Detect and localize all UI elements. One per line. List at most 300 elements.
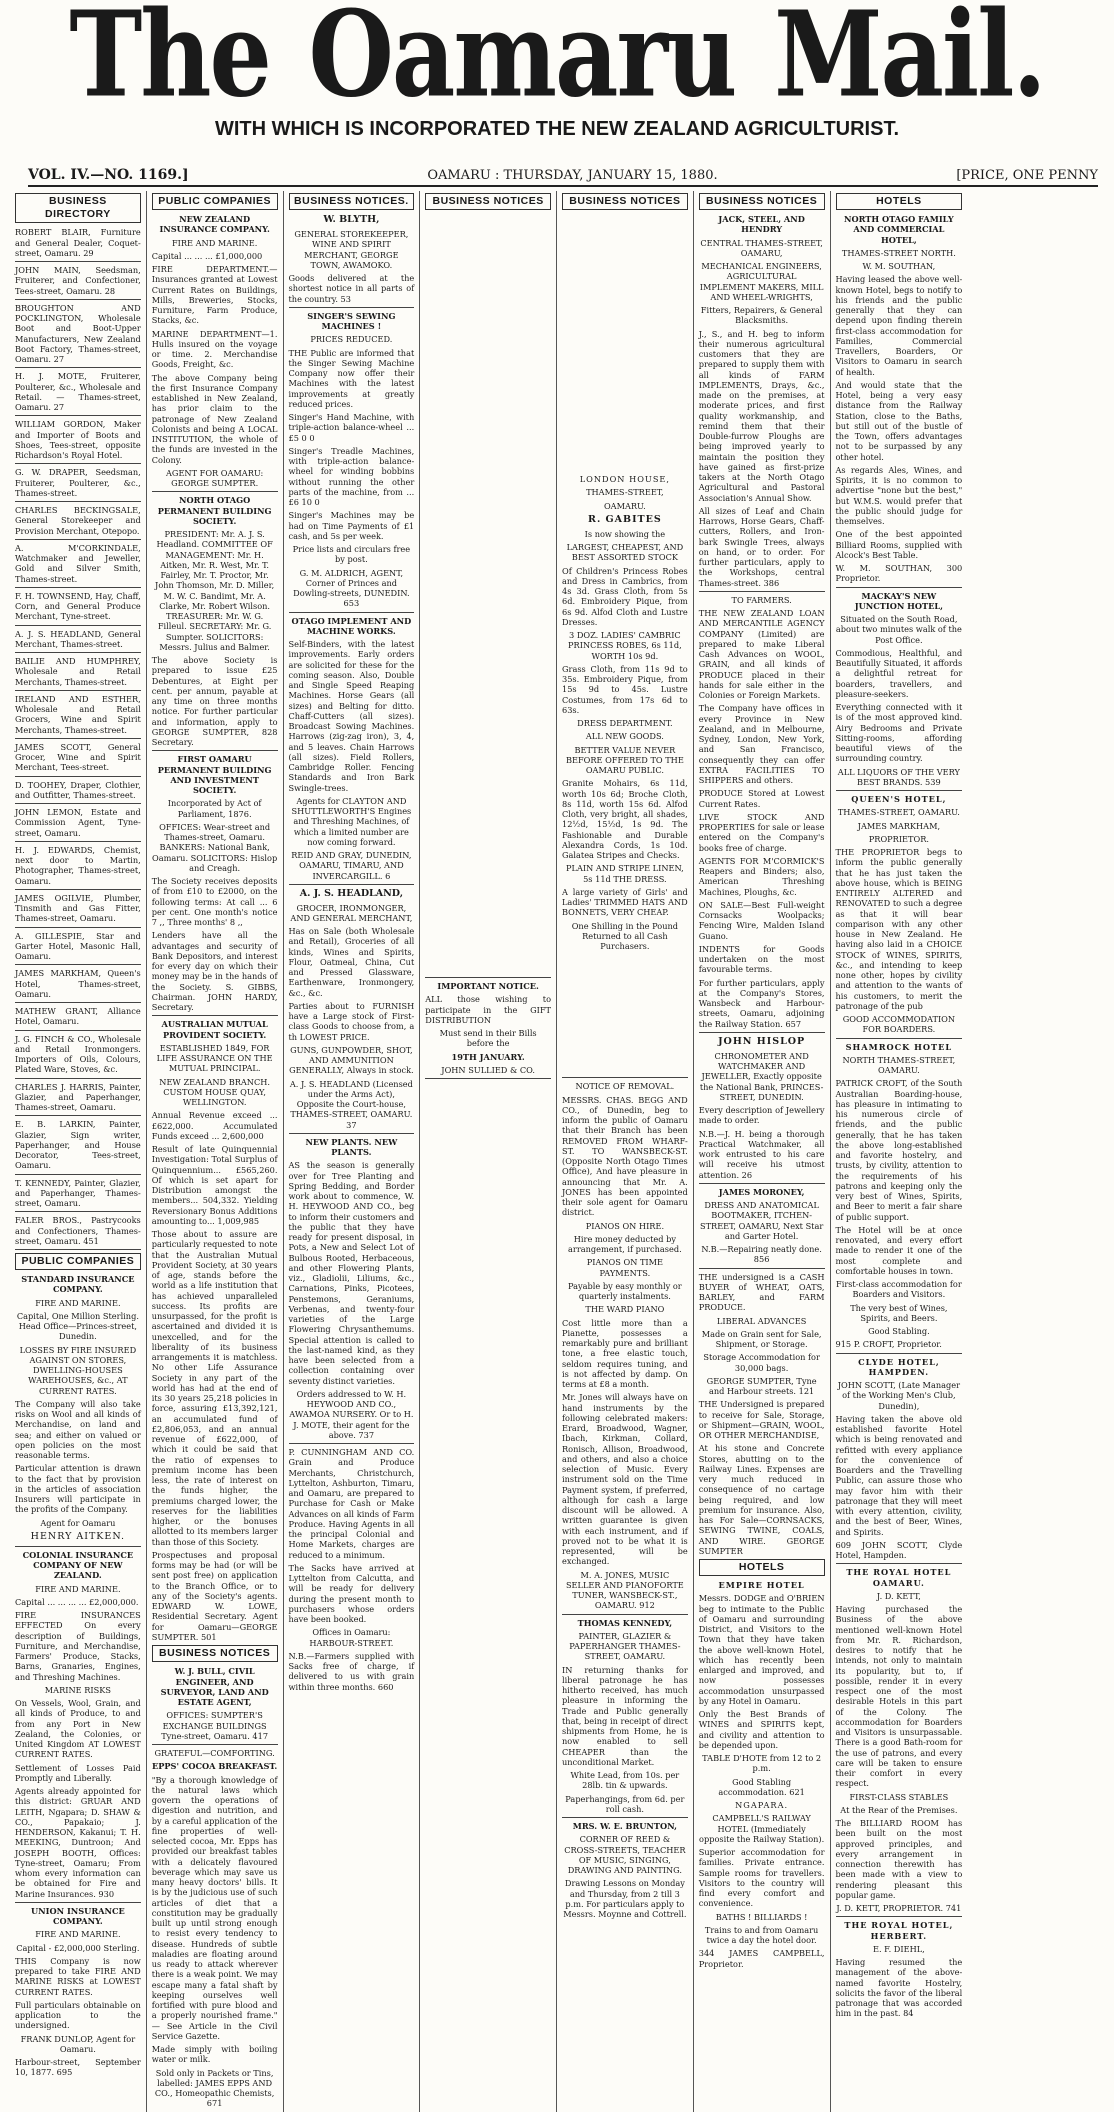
divider [15, 1174, 141, 1175]
directory-entry: J. G. FINCH & CO., Wholesale and Retail Ironmongers. Importers of Oils, Colours, Plated Ware, Stoves, &c. [15, 1033, 141, 1075]
ad-text: Hire money deducted by arrangement, if purchased. [568, 1233, 682, 1254]
directory-entry: G. W. DRAPER, Seedsman, Fruiterer, Poulterer, &c., Thames-street. [15, 467, 141, 498]
ad-text: Those about to assure are particularly requested to note that the Australian Mutual Provident Society, at 30 years of age, stands before the world as a life institution that has achieved unparalleled success. Its profits are unsurpassed, for the profit is ascertained and divided it is unexcelled, and for the liberality of its business arrangements it is matchless. No other Life Assurance Society in any part of the world has had at the end of its 30 years 25,218 policies in force, assuring £13,392,121, an accumulated fund of £2,806,053, and an annual revenue of £622,000, of which it could be said that the ratio of expenses to premium income has been less, the rate of interest on the funds higher, the premiums charged lower, the reserves for the liabilities higher, or the bonuses allotted to its members larger than those of this Society. [151, 1229, 278, 1547]
section-heading: BUSINESS NOTICES [699, 193, 825, 210]
ad-text: GRATEFUL—COMFORTING. [154, 1748, 275, 1758]
ad-title: CLYDE HOTEL, HAMPDEN. [858, 1356, 940, 1377]
divider [15, 367, 141, 368]
ad-text: Must send in their Bills before the [439, 1028, 537, 1049]
ad-title: NEW ZEALAND INSURANCE COMPANY. [159, 214, 270, 235]
volume-number: VOL. IV.—NO. 1169.] [28, 167, 189, 183]
ad-title: LONDON HOUSE, [579, 474, 671, 485]
ad-text: At his stone and Concrete Stores, abutting on to the Railway Lines. Expenses are very much reduced in consequence of no cartage being required, and low premium for insurance. Also, has For Sale—CORNSACKS, SEWING TWINE, COALS, AND WIRE. GEORGE SUMPTER [698, 1443, 825, 1556]
ad-text: Incorporated by Act of Parliament, 1876. [167, 798, 262, 819]
ad-title: AUSTRALIAN MUTUAL PROVIDENT SOCIETY. [161, 1019, 268, 1040]
column-2 [147, 191, 284, 2112]
directory-entry: ROBERT BLAIR, Furniture and General Dealer, Coquet-street, Oamaru. 29 [15, 227, 141, 258]
ad-text: Of Children's Princess Robes and Dress in Cambrics, from 4s 3d. Grass Cloth, from 5s 6d. Embroidery Pique, from 6s 9d. Alfod Cloth and Lustre Dresses. [562, 565, 688, 627]
ad-text: Storage Accommodation for 30,000 bags. [703, 1352, 820, 1373]
divider [15, 587, 141, 588]
ad-text: Orders addressed to W. H. HEYWOOD AND CO., AWAMOA NURSERY. Or to H. J. MOTE, their agent for the above. 737 [289, 1388, 414, 1440]
ad-text: FIRE AND MARINE. [35, 1583, 121, 1594]
divider [836, 1563, 963, 1564]
divider [15, 803, 141, 804]
directory-entry: MATHEW GRANT, Alliance Hotel, Oamaru. [15, 1006, 141, 1027]
divider [15, 964, 141, 965]
directory-entry: F. H. TOWNSEND, Hay, Chaff, Corn, and General Produce Merchant, Tyne-street. [15, 590, 141, 622]
ad-text: Made on Grain sent for Sale, Shipment, or Storage. [701, 1328, 822, 1349]
ad-text: Agents already appointed for this district: GRUAR AND LEITH, Ngapara; D. SHAW & CO., Papakaio; J. HENDERSON, Kakanui; T. H. MEEKING, Duntroon; And JOSEPH BOOTH, Offices: Tyne-street, Oamaru; From whom every information can be obtained for Fire and Marine Insurances. 930 [15, 1786, 141, 1899]
directory-entry: A. GILLESPIE, Star and Garter Hotel, Masonic Hall, Oamaru. [15, 930, 141, 961]
ad-text: As regards Ales, Wines, and Spirits, it is no common to advertise "none but the best," but W.M.S. would prefer that the public should judge for themselves. [835, 464, 963, 527]
ad-text: GROCER, IRONMONGER, AND GENERAL MERCHANT, [290, 902, 413, 923]
ad-title: W. J. BULL, CIVIL ENGINEER, AND SURVEYOR, LAND AND ESTATE AGENT, [160, 1666, 269, 1707]
ad-text: INDENTS for Goods undertaken on the most favourable terms. [698, 943, 825, 975]
ad-text: The above Society is prepared to issue £25 Debentures, at Eight per cent. per annum, payable at any time on three months notice. For further particular and information, apply to GEORGE SUMPTER, 828 Secretary. [151, 655, 278, 748]
ad-text: FRANK DUNLOP, Agent for Oamaru. [20, 2033, 136, 2054]
section-heading: BUSINESS DIRECTORY [15, 193, 141, 223]
ad-text: THE WARD PIANO [585, 1304, 665, 1315]
directory-entry: CHARLES BECKINGSALE, General Storekeeper and Provision Merchant, Otepopo. [15, 505, 141, 536]
ad-text: MESSRS. CHAS. BEGG AND CO., of Dunedin, beg to inform the public of Oamaru that their Branch has been REMOVED FROM WHARF-ST. TO WANSBECK-ST. (Opposite North Otago Times Office), And have pleasure in announcing that Mr. A. JONES has been appointed their sole agent for Oamaru district. [562, 1094, 688, 1218]
ad-text: "By a thorough knowledge of the natural laws which govern the operations of digestion and nutrition, and by a careful application of the fine properties of well-selected cocoa, Mr. Epps has provided our breakfast tables with a delicately flavoured beverage which may save us many heavy doctors' bills. It is by the judicious use of such articles of diet that a constitution may be gradually built up until strong enough to resist every tendency to disease. Hundreds of subtle maladies are floating around us ready to attack wherever there is a weak point. We may escape many a fatal shaft by keeping ourselves well fortified with pure blood and a properly nourished frame." — See Article in the Civil Service Gazette. [151, 1774, 278, 2041]
directory-entry: JOHN MAIN, Seedsman, Fruiterer, and Confectioner, Tees-street, Oamaru. 28 [15, 265, 141, 296]
ad-title: STANDARD INSURANCE COMPANY. [21, 1274, 135, 1295]
dateline [28, 167, 1098, 187]
ad-text: IN returning thanks for liberal patronage he has hitherto received, has much pleasure in informing the Trade and Public generally that, being in receipt of direct shipments from Home, he is now enabled to sell CHEAPER than the unconditional Market. [562, 1664, 688, 1767]
ad-text: For further particulars, apply at the Company's Stores, Wansbeck and Harbour-streets, Oamaru, adjoining the Railway Station. 657 [698, 977, 825, 1029]
ad-text: Having taken the above old established favorite Hotel which is being renovated and refitted with every appliance for the convenience of Boarders and the Travelling Public, can assure those who may favor him with their patronage that they will meet with every attention, civility, and the best of Beer, Wines, and Spirits. [835, 1413, 963, 1537]
ad-text: ALL NEW GOODS. [585, 731, 664, 742]
directory-entry: JAMES MARKHAM, Queen's Hotel, Thames-street, Oamaru. [15, 968, 141, 999]
ad-text: BATHS ! BILLIARDS ! [715, 1911, 808, 1922]
directory-entry: D. TOOHEY, Draper, Clothier, and Outfitter, Thames-street. [15, 779, 141, 800]
ad-text: Having leased the above well-known Hotel, begs to notify to his friends and the public generally that they can depend upon finding therein first-class accommodation for Families, Commercial Travellers, Boarders, Or Visitors to Oamaru in search of health. [835, 274, 963, 377]
ad-text: CENTRAL THAMES-STREET, OAMARU, [700, 237, 823, 258]
divider [836, 1916, 963, 1917]
divider [699, 1032, 825, 1033]
columns [10, 191, 1104, 2109]
divider [15, 463, 141, 464]
directory-entry: JAMES OGILVIE, Plumber, Tinsmith and Gas Fitter, Thames-street, Oamaru. [15, 892, 141, 924]
column-5 [557, 191, 694, 2112]
ad-text: 3 DOZ. LADIES' CAMBRIC PRINCESS ROBES, 6s 11d, WORTH 10s 9d. [568, 630, 682, 661]
ad-text: Capital - £2,000,000 Sterling. [16, 1942, 140, 1953]
ad-text: First-class accommodation for Boarders and Visitors. [836, 1279, 962, 1300]
ad-text: DRESS DEPARTMENT. [577, 718, 673, 728]
divider [15, 1030, 141, 1031]
ad-text: ESTABLISHED 1849, FOR LIFE ASSURANCE ON THE MUTUAL PRINCIPAL. [156, 1042, 273, 1074]
divider [152, 1744, 278, 1745]
ad-text: OFFICES: Wear-street and Thames-street, Oamaru. BANKERS: National Bank, Oamaru. SOLICITORS: Hislop and Creagh. [152, 821, 278, 873]
ad-text: J. D. KETT, [876, 1590, 921, 1601]
ad-text: N.B.—Repairing neatly done. 856 [701, 1244, 822, 1265]
ad-text: Singer's Treadle Machines, with triple-action balance-wheel for winding bobbins without running the other parts of the machine, from ... £6 10 0 [288, 445, 415, 507]
ad-text: 344 JAMES CAMPBELL, Proprietor. [698, 1948, 825, 1969]
section-heading: PUBLIC COMPANIES [152, 193, 278, 210]
ad-text: Grass Cloth, from 11s 9d to 35s. Embroidery Pique, from 15s 9d to 45s. Lustre Costumes, from 17s 6d to 63s. [562, 663, 688, 715]
divider [15, 261, 141, 262]
directory-entry: BROUGHTON AND POCKLINGTON, Wholesale Boot and Boot-Upper Manufacturers, New Zealand Boot Factory, Thames-street, Oamaru. 27 [15, 302, 141, 364]
ad-text: The Hotel will be at once renovated, and every effort made to render it one of the most complete and comfortable houses in town. [835, 1224, 963, 1276]
ad-text: THAMES-STREET NORTH. [841, 247, 956, 258]
ad-text: Full particulars obtainable on application to the undersigned. [15, 1999, 141, 2031]
ad-text: MARINE DEPARTMENT—1. Hulls insured on the voyage or time. 2. Merchandise Goods, Freight, &c. [151, 328, 278, 370]
ad-text: GENERAL STOREKEEPER, WINE AND SPIRIT MERCHANT, GEORGE TOWN, AWAMOKO. [294, 229, 409, 270]
blank-space [562, 214, 688, 474]
ad-text: THAMES-STREET, [586, 487, 664, 498]
directory-entry: H. J. MOTE, Fruiterer, Poulterer, &c., Wholesale and Retail. — Thames-street, Oamaru. 27 [15, 371, 141, 412]
ad-text: PRESIDENT: Mr. A. J. S. Headland. COMMITTEE OF MANAGEMENT: Mr. H. Aitken, Mr. R. West, Mr. T. Fairley, Mr. T. Proctor, Mr. John Thomson, Mr. D. Miller, M. W. C. Bandimt, Mr. A. Clarke, Mr. Robert Wilson. TREASURER: Mr. W. G. Filleul. SECRETARY: Mr. G. Sumpter. SOLICITORS: Messrs. Julius and Balmer. [155, 529, 275, 652]
column-4 [420, 191, 557, 2112]
ad-title: SHAMROCK HOTEL [845, 1041, 953, 1052]
divider [15, 501, 141, 502]
ad-title: THE ROYAL HOTEL OAMARU. [846, 1567, 952, 1588]
section-heading: PUBLIC COMPANIES [15, 1253, 141, 1270]
ad-text: Is now showing the [584, 528, 666, 539]
ad-text: N.B.—J. H. being a thorough Practical Watchmaker, all work entrusted to his care will receive his utmost attention. 26 [698, 1128, 825, 1180]
masthead [10, 0, 1104, 125]
ad-text: One of the best appointed Billiard Rooms, supplied with Alcock's Best Table. [835, 529, 963, 560]
ad-text: Every description of Jewellery made to order. [698, 1105, 825, 1126]
divider [152, 1015, 278, 1016]
ad-text: Singer's Hand Machine, with triple-action balance-wheel ... £5 0 0 [288, 412, 415, 443]
ad-text: BETTER VALUE NEVER BEFORE OFFERED TO THE OAMARU PUBLIC. [565, 744, 684, 775]
directory-entry: JOHN LEMON, Estate and Commission Agent, Tyne-street, Oamaru. [15, 807, 141, 838]
divider [15, 738, 141, 739]
ad-text: E. F. DIEHL, [873, 1943, 925, 1954]
divider [15, 652, 141, 653]
ad-text: GEORGE SUMPTER, Tyne and Harbour streets. 121 [706, 1375, 817, 1396]
ad-title: IMPORTANT NOTICE. [437, 981, 539, 992]
ad-text: AGENT FOR OAMARU: GEORGE SUMPTER. [165, 467, 264, 489]
ad-title: JAMES MORONEY, [718, 1186, 805, 1197]
ad-text: CAMPBELL'S RAILWAY HOTEL (Immediately opposite the Railway Station). [699, 1813, 825, 1844]
ad-text: LIVE STOCK AND PROPERTIES for sale or lease entered on the Company's books free of charge. [698, 811, 825, 853]
divider [15, 1002, 141, 1003]
directory-entry: JAMES SCOTT, General Grocer, Wine and Spirit Merchant, Tees-street. [15, 741, 141, 773]
ad-title: NOTICE OF REMOVAL. [575, 1081, 675, 1092]
ad-text: 19TH JANUARY. [451, 1051, 525, 1062]
ad-text: Having resumed the management of the above-named favorite Hostelry, solicits the favor of the liberal patronage that was accorded him in the past. 84 [835, 1957, 963, 2019]
section-heading: HOTELS [836, 193, 963, 210]
ad-text: The above Company being the first Insurance Company established in New Zealand, has prior claim to the patronage of New Zealand Colonists and being A LOCAL INSTITUTION, the whole of the funds are invested in the Colony. [151, 372, 278, 465]
divider [836, 1038, 963, 1039]
ad-text: The BILLIARD ROOM has been built on the most approved principles, and every arrangement in connection therewith has been made with a view to rendering pleasant this popular game. [835, 1818, 963, 1900]
masthead-word-3: Mail. [774, 0, 1045, 125]
ad-text: CORNER OF REED & CROSS-STREETS, TEACHER OF MUSIC, SINGING, DRAWING AND PAINTING. [564, 1834, 686, 1875]
ad-text: Capital ... ... ... £1,000,000 [151, 250, 263, 261]
divider [699, 1183, 825, 1184]
ad-text: Price lists and circulars free by post. [292, 544, 411, 565]
column-3 [284, 191, 421, 2112]
divider [15, 1902, 141, 1903]
ad-text: Capital, One Million Sterling. Head Office—Princes-street, Dunedin. [16, 1310, 139, 1342]
ad-text: The Company have offices in every Province in New Zealand, and in Melbourne, Sydney, London, New York, and San Francisco, consequently they can offer EXTRA FACILITIES TO SHIPPERS and others. [698, 703, 825, 786]
ad-text: Good Stabling. [868, 1326, 930, 1337]
ad-title: OTAGO IMPLEMENT AND MACHINE WORKS. [291, 615, 412, 636]
ad-title: R. GABITES [588, 513, 662, 525]
ad-text: FIRE INSURANCES EFFECTED On every description of Buildings, Furniture, and Merchandise, Farmers' Produce, Stacks, Barns, Granaries, Engines, and Threshing Machines. [15, 1610, 141, 1682]
ad-title: JOHN HISLOP [718, 1035, 806, 1047]
ad-text: M. A. JONES, MUSIC SELLER AND PIANOFORTE TUNER, WANSBECK-ST., OAMARU. 912 [565, 1569, 684, 1611]
column-1 [10, 191, 147, 2112]
ad-text: PIANOS ON HIRE. [585, 1220, 665, 1231]
ad-text: Mr. Jones will always have on hand instruments by the following celebrated makers: Erard, Broadwood, Wagner, Ibach, Kirkman, Collard, Ronisch, Allison, Broadwood, and others, and also a choice selection of Music. Every instrument sold on the Time Payment system, if preferred, although for cash a large discount will be allowed. A written guarantee is given with each instrument, and if proved not to be what it is represented, will be exchanged. [562, 1392, 688, 1567]
ad-text: The Society receives deposits of from £10 to £2000, on the following terms: At call ... 6 per cent. One month's notice 7 ,, Three months' 8 ,, [151, 876, 278, 928]
divider [15, 841, 141, 842]
column-6 [694, 191, 831, 2112]
divider [152, 750, 278, 751]
ad-text: One Shilling in the Pound Returned to all Cash Purchasers. [571, 920, 679, 951]
ad-text: Superior accommodation for families. Private entrance. Sample rooms for travellers. Visitors to the country will find every comfort and convenience. [698, 1847, 825, 1909]
ad-text: Particular attention is drawn to the fact that by provision in the articles of association Insurers will participate in the profits of the Company. [15, 1463, 141, 1515]
issue-date: OAMARU : THURSDAY, JANUARY 15, 1880. [427, 168, 718, 183]
ad-text: Annual Revenue exceed ... £622,000. Accumulated Funds exceed ... 2,600,000 [151, 1110, 278, 1141]
ad-text: White Lead, from 10s. per 28lb. tin & upwards. [570, 1770, 680, 1791]
ad-text: OAMARU. [603, 500, 646, 511]
directory-entry: A. M'CORKINDALE, Watchmaker and Jeweller, Gold and Silver Smith, Thames-street. [15, 542, 141, 584]
ad-text: THE undersigned is a CASH BUYER of WHEAT, OATS, BARLEY, and FARM PRODUCE. [698, 1271, 825, 1313]
directory-entry: A. J. S. HEADLAND, General Merchant, Thames-street. [15, 628, 141, 649]
ad-text: Parties about to FURNISH have a Large stock of First-class Goods to choose from, a th LOWEST PRICE. [288, 1000, 415, 1042]
divider [15, 776, 141, 777]
ad-signature: HENRY AITKEN. [30, 1530, 126, 1542]
ad-title: W. BLYTH, [323, 214, 380, 226]
divider [289, 884, 415, 885]
ad-text: Harbour-street, September 10, 1877. 695 [15, 2057, 141, 2078]
ad-text: THIS Company is now prepared to take FIRE AND MARINE RISKS at LOWEST CURRENT RATES. [15, 1955, 141, 1997]
ad-text: REID AND GRAY, DUNEDIN, OAMARU, TIMARU, AND INVERCARGILL. 6 [291, 850, 412, 881]
ad-text: Made simply with boiling water or milk. [151, 2044, 278, 2065]
divider [15, 625, 141, 626]
ad-text: THE Undersigned is prepared to receive for Sale, Storage, or Shipment—GRAIN, WOOL, OR OTHER MERCHANDISE, [698, 1399, 825, 1440]
ad-text: W. M. SOUTHAN, [862, 261, 936, 272]
ad-title: EMPIRE HOTEL [718, 1580, 805, 1591]
ad-text: N.B.—Farmers supplied with Sacks free of charge, if delivered to us with grain within three months. 660 [288, 1650, 415, 1692]
divider [15, 1546, 141, 1547]
directory-entry: FALER BROS., Pastrycooks and Confectioners, Thames-street, Oamaru. 451 [15, 1215, 141, 1246]
divider [289, 612, 415, 613]
ad-text: GOOD ACCOMMODATION FOR BOARDERS. [842, 1014, 956, 1035]
ad-text: Payable by easy monthly or quarterly instalments. [568, 1280, 682, 1301]
directory-entry: T. KENNEDY, Painter, Glazier, and Paperhanger, Thames-street, Oamaru. [15, 1177, 141, 1208]
ad-text: NORTH THAMES-STREET, OAMARU. [842, 1054, 956, 1076]
ad-text: All sizes of Leaf and Chain Harrows, Horse Gears, Chaff-cutters, Rollers, and Iron-bark Swingle Trees, always on hand, or to order. For further particulars, apply to the Workshops, central Thames-street. 386 [698, 505, 825, 588]
ad-text: Paperhangings, from 6d. per roll cash. [565, 1793, 685, 1814]
divider [836, 1353, 963, 1354]
ad-text: FIRE DEPARTMENT.—Insurances granted at Lowest Current Rates on Buildings, Mills, Breweries, Stocks, Furniture, Farm Produce, Stacks, &c. [151, 264, 278, 326]
ad-signature: JOHN SULLIED & CO. [441, 1064, 535, 1075]
divider [15, 927, 141, 928]
ad-text: G. M. ALDRICH, AGENT, Corner of Princes and Dowling-streets, DUNEDIN. 653 [293, 567, 410, 609]
divider [836, 790, 963, 791]
ad-title: EPPS' COCOA BREAKFAST. [152, 1761, 278, 1772]
ad-text: LIBERAL ADVANCES [716, 1315, 807, 1326]
blank-space [425, 214, 551, 974]
ad-title: THOMAS KENNEDY, [577, 1617, 673, 1628]
directory-entry: WILLIAM GORDON, Maker and Importer of Boots and Shoes, Tees-street, opposite Richardson's Royal Hotel. [15, 419, 141, 460]
ad-text: ON SALE—Best Full-weight Cornsacks Woolpacks; Fencing Wire, Malden Island Guano. [698, 899, 825, 941]
ad-text: FIRST-CLASS STABLES [849, 1791, 949, 1802]
ad-title: NEW PLANTS. NEW PLANTS. [305, 1136, 398, 1158]
ad-text: The very best of Wines, Spirits, and Beers. [850, 1302, 948, 1323]
divider [15, 690, 141, 691]
ad-title: MRS. W. E. BRUNTON, [572, 1821, 677, 1831]
directory-entry: IRELAND AND ESTHER, Wholesale and Retail Grocers, Wine and Spirit Merchants, Thames-street. [15, 693, 141, 735]
divider [562, 1614, 688, 1615]
ad-title: JACK, STEEL, AND HENDRY [718, 214, 805, 235]
divider [562, 1817, 688, 1818]
divider [15, 1115, 141, 1116]
ad-text: Agents for CLAYTON AND SHUTTLEWORTH'S Engines and Threshing Machines, of which a limited number are now coming forward. [291, 795, 412, 847]
price: [PRICE, ONE PENNY [956, 168, 1098, 183]
ad-text: PATRICK CROFT, of the South Australian Boarding-house, has pleasure in intimating to his numerous circle of friends, and the public generally, that he has taken the above long-established and favorite hostelry, and trusts, by civility, attention to the requirements of his patrons and keeping only the very best of Wines, Spirits, and Beer to merit a fair share of public support. [835, 1078, 963, 1222]
ad-text: On Vessels, Wool, Grain, and all kinds of Produce, to and from any Port in New Zealand, the Colonies, or United Kingdom AT LOWEST CURRENT RATES. [15, 1698, 141, 1760]
ad-text: NEW ZEALAND BRANCH. CUSTOM HOUSE QUAY, WELLINGTON. [159, 1076, 270, 1108]
ad-text: THE PROPRIETOR begs to inform the public generally that he has just taken the above house, which is BEING ENTIRELY ALTERED and RENOVATED to such a degree as that it will bear comparison with any other house in New Zealand. He having also laid in a CHOICE STOCK of WINES, SPIRITS, &c., and intending to keep none other, hopes by civility and attention to the wants of his customers, to merit the patronage of the pub [835, 847, 963, 1011]
ad-title: A. J. S. HEADLAND, [299, 887, 403, 899]
ad-text: Offices in Oamaru: HARBOUR-STREET. [309, 1627, 394, 1648]
divider [15, 1078, 141, 1079]
ad-text: MARINE RISKS [44, 1684, 111, 1695]
ad-text: Settlement of Losses Paid Promptly and Liberally. [15, 1762, 141, 1783]
section-heading: BUSINESS NOTICES [152, 1645, 278, 1662]
ad-text: Granite Mohairs, 6s 11d, worth 10s 6d; Broche Cloth, 8s 11d, worth 15s 6d. Alfod Cloth, very bright, all shades, 12½d, 15½d, 1s 9d. The Fashionable and Durable Alexandra Cords, 1s 10d. Galatea Stripes and Checks. [562, 778, 688, 860]
divider [562, 1077, 688, 1078]
ad-text: Cost little more than a Pianette, possesses a remarkably pure and brilliant tone, a free elastic touch, seldom requires tuning, and is not affected by damp. On terms at £8 a month. [562, 1317, 688, 1389]
masthead-word-1: The [69, 0, 270, 125]
divider [289, 1443, 415, 1444]
ad-text: And would state that the Hotel, being a very easy distance from the Railway Station, close to the Baths, but still out of the bustle of the Town, offers advantages not to be surpassed by any other hotel. [835, 379, 963, 462]
ad-text: Good Stabling accommodation. 621 [718, 1776, 805, 1797]
ad-text: A large variety of Girls' and Ladies' TRIMMED HATS AND BONNETS, VERY CHEAP. [562, 886, 688, 918]
divider [425, 977, 551, 978]
ad-text: ALL LIQUORS OF THE VERY BEST BRANDS. 539 [837, 766, 960, 787]
ad-text: Messrs. DODGE and O'BRIEN beg to intimate to the Public of Oamaru and surrounding District, and Visitors to the Town that they have taken the above well-known Hotel, which has recently been enlarged and improved, and now possesses accommodation unsurpassed by any Hotel in Oamaru. [698, 1593, 825, 1706]
divider [699, 1268, 825, 1269]
ad-text: Commodious, Healthful, and Beautifully Situated, it affords a delightful retreat for boarders, travellers, and pleasure-seekers. [835, 647, 963, 699]
ad-text: Goods delivered at the shortest notice in all parts of the country. 53 [288, 273, 415, 304]
ad-text: Self-Binders, with the latest improvements. Early orders are solicited for these for the coming season. Also, Double and Single Speed Reaping Machines. Horse Gears (all sizes) and Belting for ditto. Chaff-Cutters (all sizes). Broadcast Sowing Machines. Harrows (zig-zag iron), 3, 4, and 5 leaves. Chain Harrows (all sizes). Field Rollers, Cambridge Roller. Fencing Standards and Iron Bark Swingle-trees. [288, 639, 415, 793]
ad-text: Singer's Machines may be had on Time Payments of £1 cash, and 5s per week. [288, 510, 415, 541]
ad-text: 609 JOHN SCOTT, Clyde Hotel, Hampden. [835, 1539, 963, 1561]
ad-text: DRESS AND ANATOMICAL BOOTMAKER, ITCHEN-STREET, OAMARU, Next Star and Garter Hotel. [699, 1200, 824, 1241]
divider [289, 1133, 415, 1134]
ad-text: FIRE AND MARINE. [35, 1297, 121, 1308]
ad-text: J., S., and H. beg to inform their numerous agricultural customers that they are prepared to supply them with all kinds of FARM IMPLEMENTS, Drays, &c., made on the premises, at moderate prices, and first quality workmanship, and remind them that their Double-furrow Ploughs are being improved yearly to maintain the position they have gained as first-prize takers at the North Otago Agricultural and Pastoral Association's Annual Show. [698, 328, 825, 503]
ad-text: PLAIN AND STRIPE LINEN, 5s 11d THE DRESS. [566, 863, 684, 884]
ad-title: NGAPARA. [735, 1800, 789, 1811]
divider [15, 889, 141, 890]
ad-title: TO FARMERS. [731, 594, 792, 605]
divider [289, 307, 415, 308]
ad-text: AS the season is generally over for Tree Planting and Spring Bedding, and Border work about to commence, W. H. HEYWOOD AND CO., beg to inform their customers and the public that they have ready for present disposal, in Pots, a New and Select Lot of Bulbous Rooted, Herbaceous, and other Flowering Plants, viz., Gladiolii, Liliums, &c., Carnations, Pinks, Picotees, Penstemons, Geraniums, Verbenas, and twenty-four varieties of the Large Flowering Chrysanthemums. Special attention is called to the last-named kind, as they have been selected from a collection containing over seventy distinct varieties. [288, 1160, 415, 1386]
ad-text: PRODUCE Stored at Lowest Current Rates. [698, 788, 825, 809]
ad-title: UNION INSURANCE COMPANY. [31, 1905, 125, 1926]
ad-text: THAMES-STREET, OAMARU. [837, 807, 960, 818]
ad-title: MACKAY'S NEW JUNCTION HOTEL, [854, 590, 943, 611]
ad-text: Situated on the South Road, about two minutes walk of the Post Office. [835, 614, 962, 645]
ad-text: TABLE D'HOTE from 12 to 2 p.m. [702, 1753, 822, 1774]
ad-title: NORTH OTAGO PERMANENT BUILDING SOCIETY. [157, 495, 272, 526]
ad-text: OFFICES: SUMPTER'S EXCHANGE BUILDINGS Tyne-street, Oamaru. 417 [161, 1710, 269, 1741]
ad-text: Lenders have all the advantages and security of Bank Depositors, and interest for every day on which their money may be in the hands of the Society. S. GIBBS, Chairman. JOHN HARDY, Secretary. [151, 930, 278, 1013]
ad-text: Result of late Quinquennial Investigation: Total Surplus of Quinquennium... £565,260. Of which is set apart for Distribution amongst the members... 504,332. Yielding Reversionary Bonus Additions amounting to... 1,009,985 [151, 1144, 278, 1226]
ad-title: FIRST OAMARU PERMANENT BUILDING AND INVESTMENT SOCIETY. [157, 754, 272, 796]
ad-text: The Company will also take risks on Wool and all kinds of Merchandise, on land and sea; and either on valued or open policies on the most reasonable terms. [15, 1398, 141, 1461]
directory-list [15, 227, 141, 1250]
ad-text: 915 P. CROFT, Proprietor. [835, 1339, 942, 1350]
ad-text: PROPRIETOR. [868, 833, 929, 844]
ad-text: JAMES MARKHAM, [857, 820, 941, 831]
subtitle: WITH WHICH IS INCORPORATED THE NEW ZEALAND AGRICULTURIST. [214, 118, 900, 140]
divider [15, 299, 141, 300]
blank-space [562, 954, 688, 1074]
ad-text: Drawing Lessons on Monday and Thursday, from 2 till 3 p.m. For particulars apply to Messrs. Moynne and Cottrell. [563, 1878, 687, 1919]
ad-text: ALL those wishing to participate in the GIFT DISTRIBUTION [425, 994, 551, 1025]
ad-text: PAINTER, GLAZIER & PAPERHANGER THAMES-STREET, OAMARU. [569, 1630, 681, 1662]
directory-entry: BAILIE AND HUMPHREY, Wholesale and Retail Merchants, Thames-street. [15, 656, 141, 687]
section-heading: BUSINESS NOTICES [425, 193, 551, 210]
ad-text: Has on Sale (both Wholesale and Retail), Groceries of all kinds, Wines and Spirits, Flour, Oatmeal, China, Cut and Pressed Glassware, Earthenware, Ironmongery, &c., &c. [288, 926, 415, 998]
masthead-word-2: Oamaru [308, 0, 736, 125]
ad-text: CHRONOMETER AND WATCHMAKER AND JEWELLER, Exactly opposite the National Bank, PRINCES-STREET, DUNEDIN. [699, 1050, 824, 1102]
ad-text: J. D. KETT, PROPRIETOR. 741 [836, 1903, 962, 1914]
ad-title: SINGER'S SEWING MACHINES ! [307, 310, 396, 331]
ad-text: At the Rear of the Premises. [840, 1804, 958, 1815]
ad-text: LOSSES BY FIRE INSURED AGAINST ON STORES, DWELLING-HOUSES WAREHOUSES, &c., AT CURRENT RATES. [19, 1344, 137, 1396]
ad-text: LARGEST, CHEAPEST, AND BEST ASSORTED STOCK [566, 542, 684, 563]
divider [425, 1078, 551, 1079]
ad-text: THE NEW ZEALAND LOAN AND MERCANTILE AGENCY COMPANY (Limited) are prepared to make Liberal Cash Advances on WOOL, GRAIN, and all kinds of PRODUCE placed in their hands for sale either in the Colonies or Foreign Markets. [698, 608, 825, 701]
ad-text: JOHN SCOTT, (Late Manager of the Working Men's Club, Dunedin), [837, 1380, 960, 1411]
ad-text: Trains to and from Oamaru twice a day the hotel door. [704, 1924, 819, 1946]
divider [152, 491, 278, 492]
section-heading: BUSINESS NOTICES. [289, 193, 415, 210]
divider [699, 591, 825, 592]
divider [15, 1211, 141, 1212]
ad-text: Only the Best Brands of WINES and SPIRITS kept, and civility and attention to be depended upon. [698, 1709, 825, 1750]
divider [15, 1249, 141, 1250]
ad-text: PIANOS ON TIME PAYMENTS. [586, 1257, 664, 1278]
ad-title: COLONIAL INSURANCE COMPANY OF NEW ZEALAND. [22, 1549, 134, 1581]
ad-text: W. M. SOUTHAN, 300 Proprietor. [835, 563, 963, 584]
ad-text: FIRE AND MARINE. [171, 237, 258, 248]
ad-text: THE Public are informed that the Singer Sewing Machine Company now offer their Machines with the latest improvements at greatly reduced prices. [288, 347, 415, 409]
ad-text: PRICES REDUCED. [310, 334, 393, 345]
ad-text: FIRE AND MARINE. [35, 1929, 121, 1940]
ad-text: A. J. S. HEADLAND (Licensed under the Arms Act), Opposite the Court-house, THAMES-STREET, OAMARU. 37 [289, 1078, 413, 1130]
ad-title: THE ROYAL HOTEL, HERBERT. [844, 1920, 954, 1941]
directory-entry: H. J. EDWARDS, Chemist, next door to Martin, Photographer, Thames-street, Oamaru. [15, 844, 141, 886]
ad-text: Sold only in Packets or Tins, labelled: JAMES EPPS AND CO., Homeopathic Chemists, 671 [154, 2067, 275, 2109]
ad-text: Everything connected with it is of the most approved kind. Airy Bedrooms and Private Sitting-rooms, affording beautiful views of the surrounding country. [835, 702, 963, 764]
divider [15, 539, 141, 540]
ad-text: MECHANICAL ENGINEERS, AGRICULTURAL IMPLEMENT MAKERS, MILL AND WHEEL-WRIGHTS, [699, 261, 824, 302]
ad-title: QUEEN'S HOTEL, [851, 794, 947, 805]
column-7 [831, 191, 968, 2112]
section-heading: HOTELS [699, 1559, 825, 1576]
directory-entry: CHARLES J. HARRIS, Painter, Glazier, and Paperhanger, Thames-street, Oamaru. [15, 1081, 141, 1112]
ad-text: P. CUNNINGHAM AND CO. Grain and Produce Merchants, Christchurch, Lyttelton, Ashburton, Timaru, and Oamaru, are prepared to Purchase for Cash or Make Advances on all kinds of Farm Produce. Having Agents in all the principal Colonial and Home Markets, charges are reduced to a minimum. [288, 1447, 415, 1560]
ad-text: The Sacks have arrived at Lyttelton from Calcutta, and will be ready for delivery during the present month to purchasers whose orders have been booked. [288, 1562, 415, 1625]
directory-entry: E. B. LARKIN, Painter, Glazier, Sign writer, Paperhanger, and House Decorator, Tees-street, Oamaru. [15, 1119, 141, 1171]
divider [836, 587, 963, 588]
ad-text: Fitters, Repairers, & General Blacksmiths. [700, 305, 823, 326]
ad-title: NORTH OTAGO FAMILY AND COMMERCIAL HOTEL, [844, 214, 954, 245]
ad-text: GUNS, GUNPOWDER, SHOT, AND AMMUNITION GENERALLY, Always in stock. [289, 1044, 414, 1076]
